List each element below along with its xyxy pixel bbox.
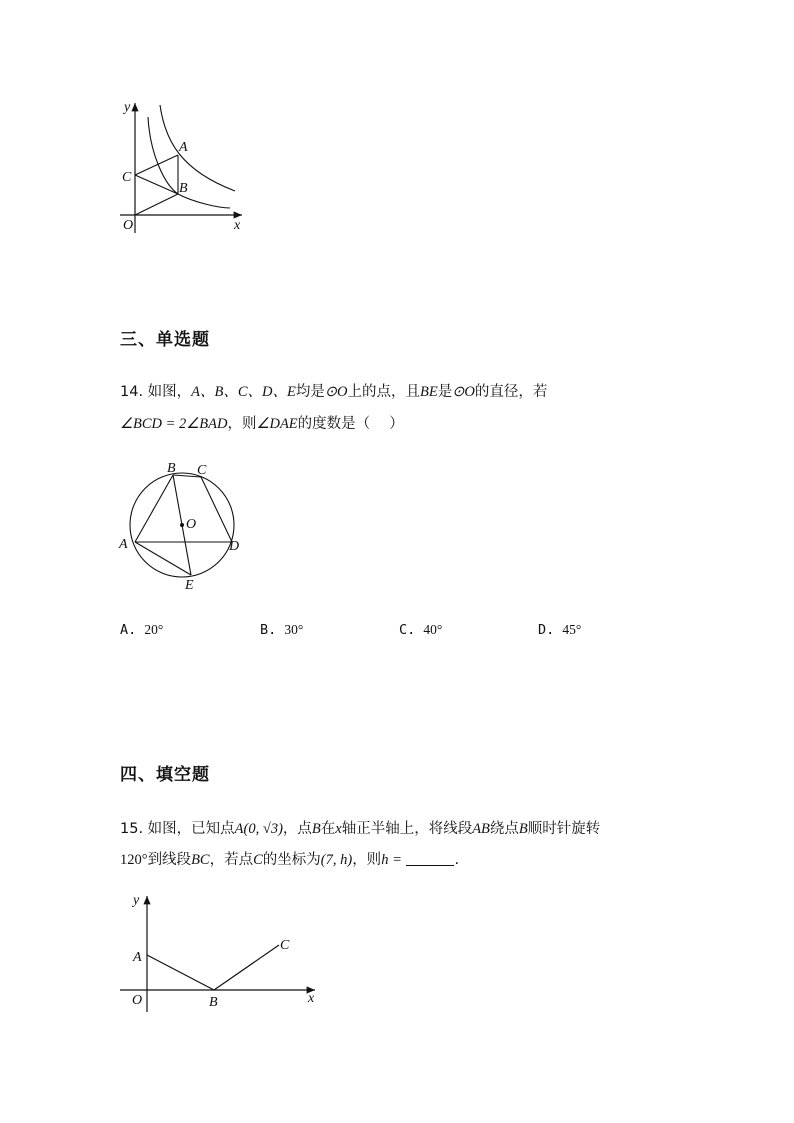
- option-a-label: A.: [120, 622, 137, 638]
- label-y: y: [124, 100, 131, 115]
- q14-t1: 均是: [295, 384, 325, 400]
- q15-answer-blank[interactable]: [406, 851, 454, 866]
- q14-option-d[interactable]: [538, 622, 581, 638]
- q15-t2: ，点: [282, 821, 312, 837]
- label-c: C: [122, 170, 132, 185]
- label-o: O: [186, 517, 197, 532]
- q15-t1: 如图，已知点: [147, 821, 235, 837]
- q15-ab: AB: [472, 821, 490, 837]
- q15-line1: [120, 819, 600, 839]
- inner-hyperbola: [148, 117, 230, 208]
- q14-option-b[interactable]: [260, 622, 303, 638]
- label-c: C: [280, 938, 290, 953]
- q14-option-c[interactable]: [399, 622, 442, 638]
- q15-coord-c: (7, h): [320, 852, 353, 868]
- q14-t2: 上的点，且: [347, 384, 421, 400]
- q15-t10: ，则: [352, 852, 382, 868]
- q14-ask: ∠DAE: [256, 416, 298, 432]
- q15-angle: 120°: [120, 852, 148, 868]
- q14-number: 14.: [120, 384, 144, 400]
- option-b-label: B.: [260, 622, 277, 638]
- q15-t5: 绕点: [489, 821, 519, 837]
- label-e: E: [185, 578, 194, 593]
- label-a: A: [119, 537, 128, 552]
- option-a-value: 20°: [144, 622, 164, 637]
- q14-be: BE: [420, 384, 438, 400]
- q15-number: 15.: [120, 821, 144, 837]
- q14-circle-2: ⊙O: [452, 384, 475, 400]
- option-d-value: 45°: [562, 622, 582, 637]
- segment-ae: [135, 542, 191, 575]
- q15-t4: 轴正半轴上，将线段: [341, 821, 473, 837]
- label-x: x: [308, 991, 315, 1006]
- hyperbola-figure: [110, 95, 260, 240]
- q14-line1: [120, 382, 547, 402]
- circle-figure: [115, 458, 255, 594]
- segment-ab: [147, 955, 214, 990]
- q15-b2: B: [518, 821, 528, 837]
- q14-condition: ∠BCD = 2∠BAD: [120, 416, 228, 432]
- q14-circle: ⊙O: [324, 384, 348, 400]
- label-c: C: [197, 463, 207, 478]
- label-x: x: [234, 218, 241, 233]
- option-c-label: C.: [399, 622, 416, 638]
- label-a: A: [133, 950, 142, 965]
- q14-line2: [120, 414, 404, 434]
- segment-ca: [135, 155, 178, 175]
- outer-hyperbola: [160, 105, 235, 191]
- segment-bc: [214, 945, 279, 990]
- q15-h: h =: [381, 852, 402, 868]
- q15-t8: ，若点: [209, 852, 254, 868]
- option-c-value: 40°: [423, 622, 443, 637]
- label-origin: O: [123, 218, 134, 233]
- q14-t3: 是: [437, 384, 453, 400]
- option-d-label: D.: [538, 622, 555, 638]
- q14-points: A、B、C、D、E: [191, 384, 296, 400]
- q15-b: B: [311, 821, 321, 837]
- rotation-figure: [115, 888, 325, 1018]
- q14-t4: 的直径，若: [474, 384, 548, 400]
- q14-option-a[interactable]: [120, 622, 163, 638]
- center-dot: [180, 523, 184, 527]
- q15-t11: .: [454, 852, 460, 868]
- q15-t3: 在: [320, 821, 336, 837]
- section-title-single-choice: 三、单选题: [120, 330, 210, 350]
- label-y: y: [133, 893, 140, 908]
- label-b: B: [179, 181, 188, 196]
- segment-cb: [135, 175, 178, 194]
- q15-point-a: A(0, √3): [234, 821, 283, 837]
- q15-line2: [120, 850, 459, 870]
- q15-t9: 的坐标为: [262, 852, 321, 868]
- label-o: O: [132, 993, 143, 1008]
- label-a: A: [179, 140, 188, 155]
- q15-c: C: [253, 852, 263, 868]
- q14-prefix: 如图，: [147, 384, 192, 400]
- segment-ab: [135, 475, 173, 542]
- q14-t5: ，则: [227, 416, 257, 432]
- q15-xaxis: x: [335, 821, 342, 837]
- q15-bc: BC: [191, 852, 210, 868]
- q14-t6: 的度数是（ ）: [297, 416, 404, 432]
- label-b: B: [167, 461, 176, 476]
- section-title-fill-blank: 四、填空题: [120, 765, 210, 785]
- q15-t7: 到线段: [147, 852, 192, 868]
- option-b-value: 30°: [284, 622, 304, 637]
- q15-t6: 顺时针旋转: [527, 821, 601, 837]
- segment-ob: [135, 194, 178, 215]
- label-d: D: [229, 539, 240, 554]
- label-b: B: [209, 995, 218, 1010]
